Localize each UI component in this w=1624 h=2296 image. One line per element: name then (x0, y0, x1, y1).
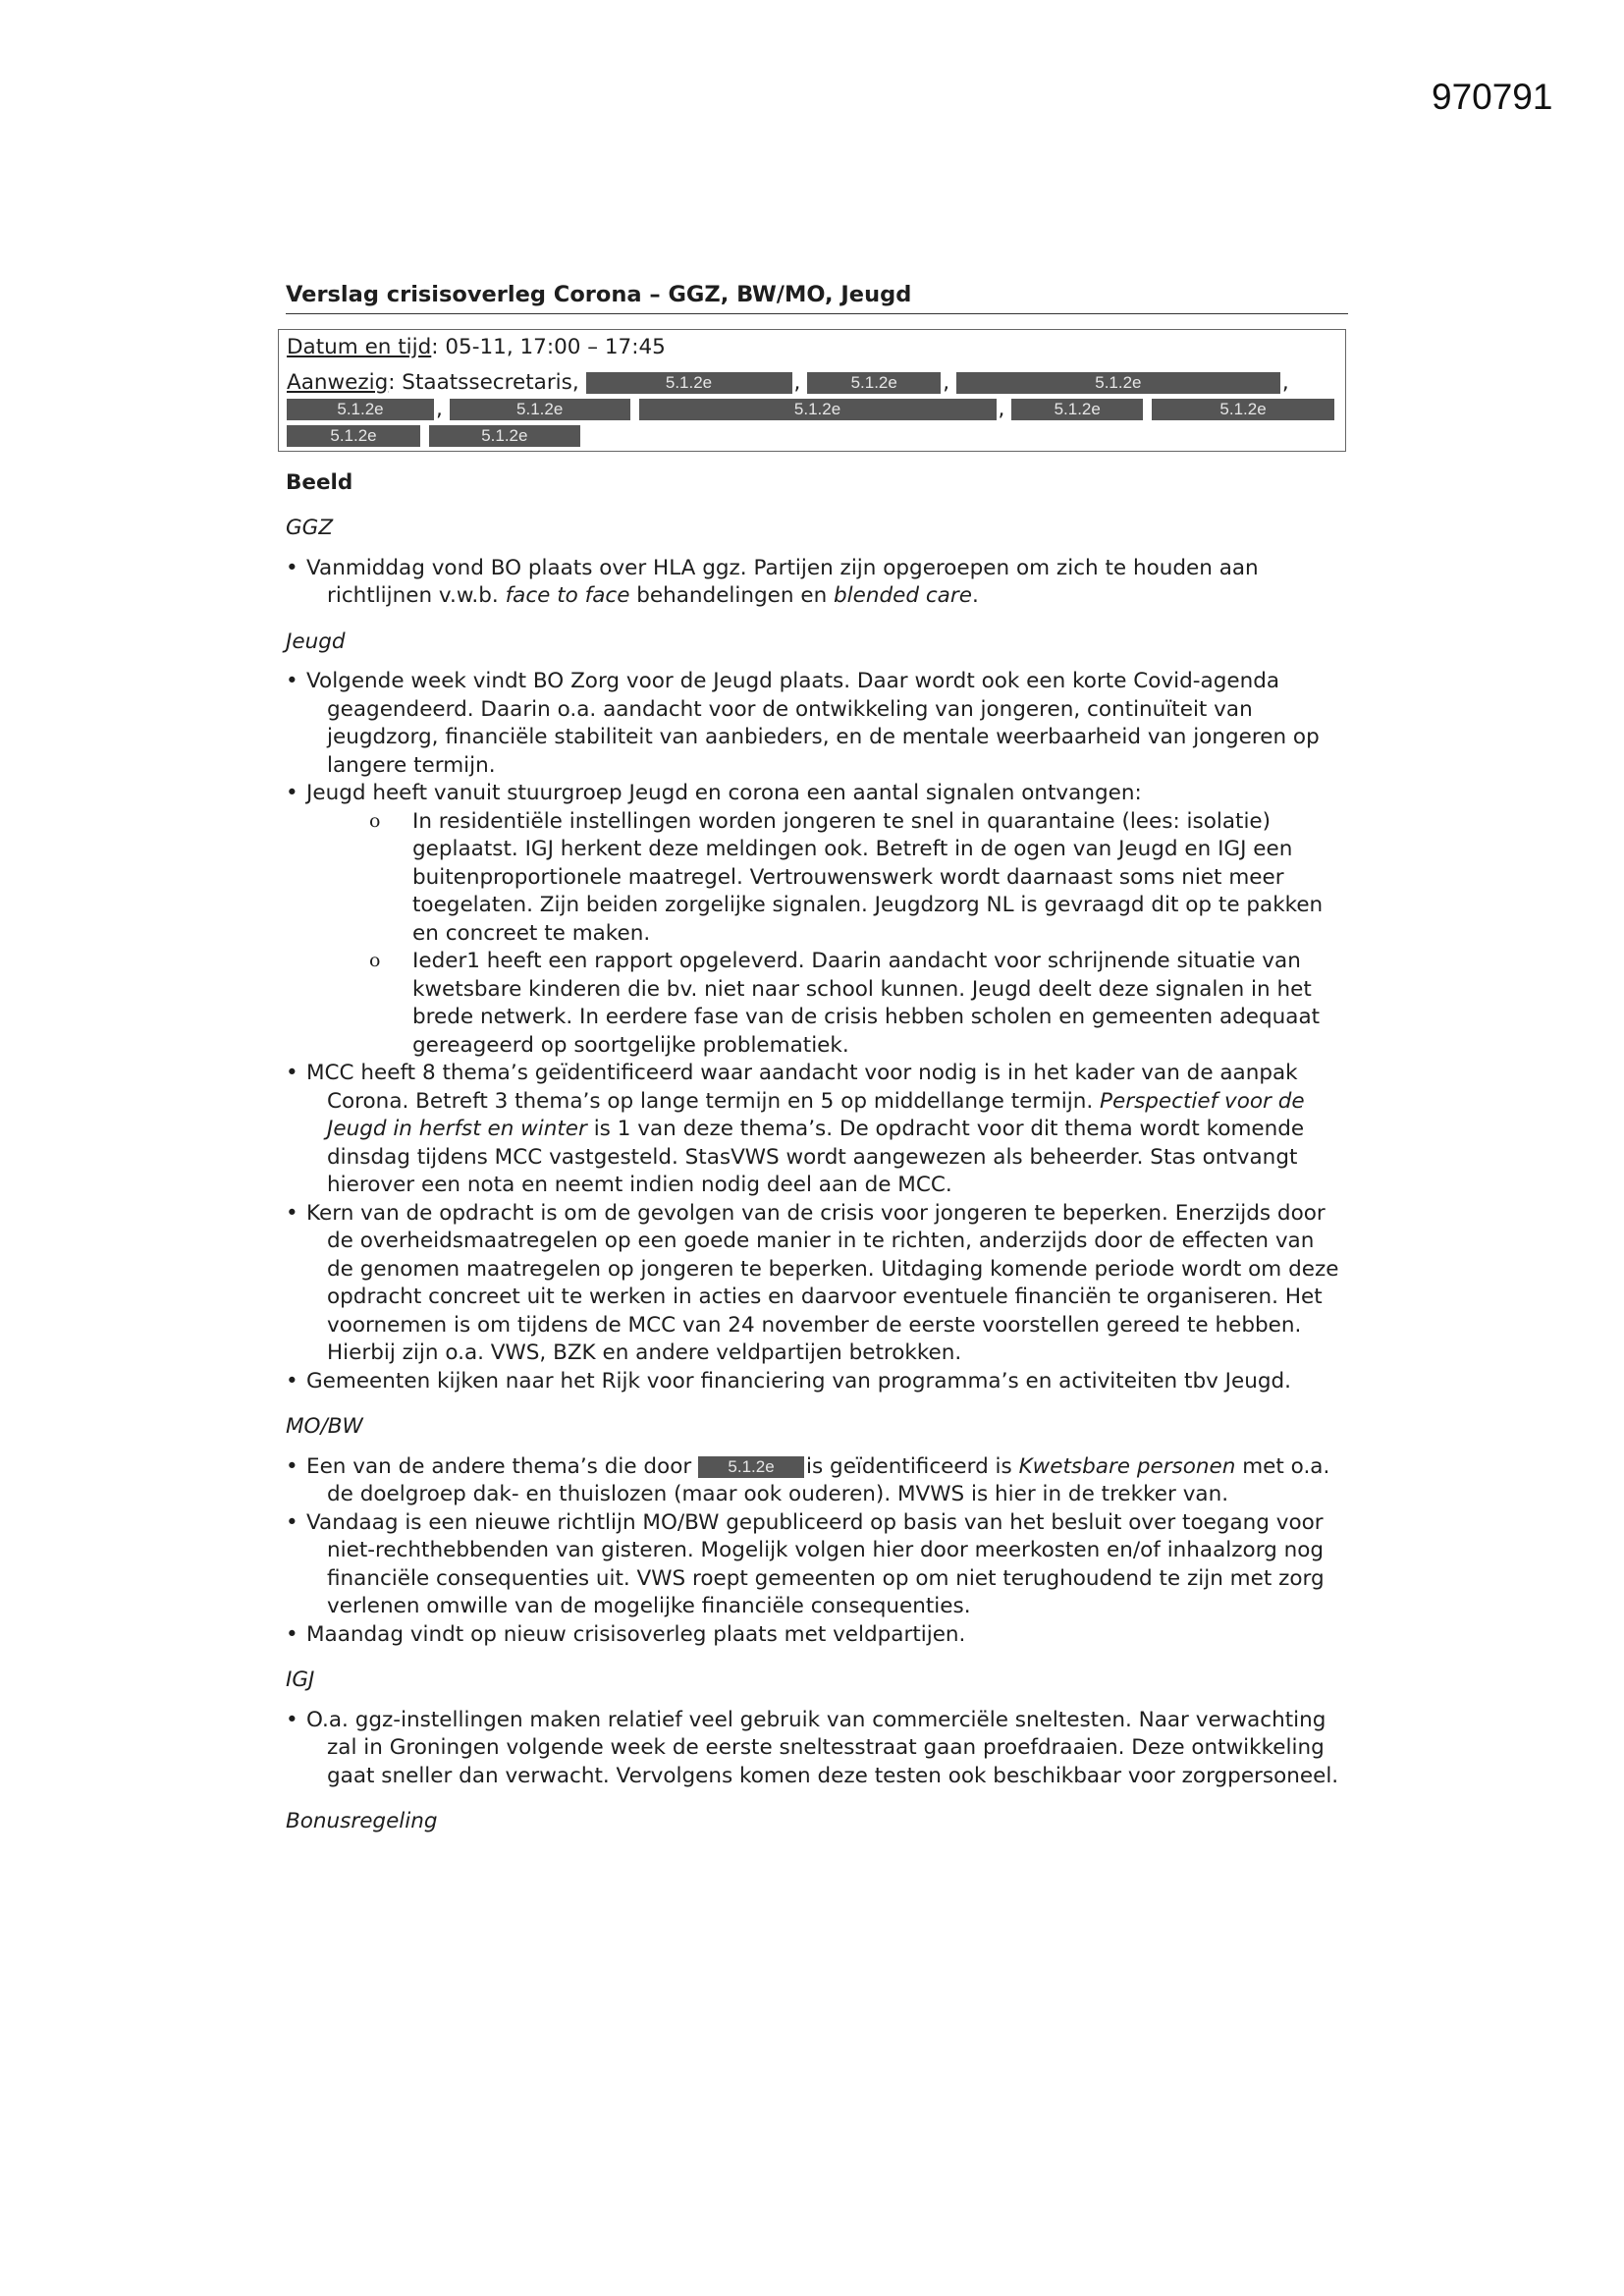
text-line: Vandaag is een nieuwe richtlijn MO/BW gepubliceerd op basis van het besluit over toegang voor (306, 1509, 1324, 1535)
redaction-box: 5.1.2e (450, 399, 630, 420)
separator: , (943, 369, 950, 395)
list-item (286, 1060, 1356, 1200)
redaction-box: 5.1.2e (287, 399, 434, 420)
date-row (287, 334, 1337, 361)
list-item (286, 1621, 1356, 1650)
sub-list (369, 808, 1356, 1061)
section-heading-beeld: Beeld (286, 469, 353, 495)
list-item (286, 668, 1356, 780)
text-line: kwetsbare kinderen die bv. niet naar school kunnen. Jeugd deelt deze signalen in het (412, 976, 1312, 1002)
jeugd-list (286, 668, 1356, 1395)
document-number: 970791 (1432, 77, 1553, 117)
text-line: o Ieder1 heeft een rapport opgeleverd. Daarin aandacht voor schrijnende situatie van (412, 949, 1301, 973)
text-line: de doelgroep dak- en thuislozen (maar ook ouderen). MVWS is hier in de trekker van. (327, 1482, 1229, 1506)
section-heading-ggz: GGZ (286, 516, 334, 540)
ggz-list (286, 555, 1356, 611)
attendees-label: Aanwezig (287, 369, 389, 395)
text-line: Maandag vindt op nieuw crisisoverleg plaats met veldpartijen. (306, 1621, 966, 1647)
text-line: jeugdzorg, financiële stabiliteit van aanbieders, en de mentale weerbaarheid van jongeren op (327, 725, 1320, 749)
text-line: gereageerd op soortgelijke problematiek. (412, 1032, 849, 1058)
text-line: financiële consequenties uit. VWS roept gemeenten op om niet terughoudend te zijn met zorg (327, 1565, 1325, 1591)
text-span: richtlijnen v.w.b. (327, 583, 506, 608)
redaction-box: 5.1.2e (1152, 399, 1334, 420)
text-line: de overheidsmaatregelen op een goede manier in te richten, anderzijds door de effecten van (327, 1229, 1315, 1253)
text-span: Perspectief voor de (1100, 1088, 1305, 1114)
attendees (287, 369, 1337, 449)
meta-box (278, 329, 1346, 452)
redaction-box: 5.1.2e (639, 399, 997, 420)
list-item (286, 1453, 1356, 1509)
text-line: Volgende week vindt BO Zorg voor de Jeugd plaats. Daar wordt ook een korte Covid-agenda (306, 669, 1280, 693)
separator: , (998, 396, 1005, 421)
report (286, 281, 1356, 1836)
text-line: MCC heeft 8 thema’s geïdentificeerd waar aandacht voor nodig is in het kader van de aanpak (306, 1061, 1298, 1085)
text-line: brede netwerk. In eerdere fase van de crisis hebben scholen en gemeenten adequaat (412, 1005, 1321, 1029)
list-item (286, 555, 1356, 611)
text-span: Een van de andere thema’s die door (306, 1453, 699, 1479)
text-line: gaat sneller dan verwacht. Vervolgens komen deze testen ook beschikbaar voor zorgpersoneel. (327, 1763, 1339, 1788)
redaction-box: 5.1.2e (807, 372, 941, 394)
separator: , (436, 396, 443, 421)
redaction-box: 5.1.2e (1011, 399, 1143, 420)
sub-list-item (369, 948, 1356, 1060)
sub-list-item (369, 808, 1356, 949)
redaction-box: 5.1.2e (586, 372, 792, 394)
separator: , (793, 369, 801, 395)
list-item (286, 780, 1356, 1060)
text-line: voornemen is om tijdens de MCC van 24 november de eerste voorstellen gereed te hebben. (327, 1312, 1302, 1338)
text-line: langere termijn. (327, 752, 496, 778)
text-line: Kern van de opdracht is om de gevolgen van de crisis voor jongeren te beperken. Enerzijds door (306, 1200, 1326, 1226)
section-heading-igj: IGJ (286, 1667, 315, 1692)
text-line (306, 582, 1356, 611)
text-line: Jeugd heeft vanuit stuurgroep Jeugd en corona een aantal signalen ontvangen: (306, 781, 1142, 805)
text-span: met o.a. (1235, 1453, 1330, 1479)
redaction-box: 5.1.2e (287, 425, 420, 447)
text-span: Corona. Betreft 3 thema’s op lange termijn en 5 op middellange termijn. (327, 1088, 1101, 1114)
text-line: dinsdag tijdens MCC vastgesteld. StasVWS wordt aangewezen als beheerder. Stas ontvangt (327, 1144, 1298, 1170)
list-item (286, 1368, 1356, 1396)
separator: , (1281, 369, 1289, 395)
redaction-box: 5.1.2e (698, 1456, 804, 1478)
text-line (306, 1088, 1356, 1117)
text-line: geplaatst. IGJ herkent deze meldingen ook. Betreft in de ogen van Jeugd en IGJ een (412, 837, 1293, 861)
text-span: Jeugd in herfst en winter (327, 1117, 587, 1141)
text-span: . (971, 583, 979, 608)
igj-list (286, 1707, 1356, 1791)
report-title: Verslag crisisoverleg Corona – GGZ, BW/MO, Jeugd (286, 281, 1348, 314)
redaction-box: 5.1.2e (956, 372, 1280, 394)
list-item (286, 1707, 1356, 1791)
text-line: toegelaten. Zijn beiden zorgelijke signalen. Jeugdzorg NL is gevraagd dit op te pakken (412, 893, 1324, 917)
list-item (286, 1200, 1356, 1368)
text-span: is geïdentificeerd is (806, 1453, 1019, 1479)
text-span: Kwetsbare personen (1018, 1453, 1236, 1479)
date-value: : 05-11, 17:00 – 17:45 (431, 334, 666, 359)
text-line: O.a. ggz-instellingen maken relatief veel gebruik van commerciële sneltesten. Naar verwachting (306, 1707, 1326, 1732)
text-line: en concreet te maken. (412, 920, 651, 946)
text-line: verlenen omwille van de mogelijke financiële consequenties. (327, 1594, 971, 1618)
text-span: blended care (834, 583, 972, 608)
date-label: Datum en tijd (287, 334, 432, 359)
attendees-first: : Staatssecretaris, (388, 369, 579, 395)
text-span: is 1 van deze thema’s. De opdracht voor dit thema wordt komende (586, 1117, 1305, 1141)
text-line: geagendeerd. Daarin o.a. aandacht voor de ontwikkeling van jongeren, continuïteit van (327, 696, 1253, 722)
text-line: Gemeenten kijken naar het Rijk voor financiering van programma’s en activiteiten tbv Jeugd. (306, 1368, 1291, 1394)
list-item (286, 1509, 1356, 1621)
text-line: buitenproportionele maatregel. Vertrouwenswerk wordt daarnaast soms niet meer (412, 864, 1284, 890)
mobw-list (286, 1453, 1356, 1650)
text-line: o In residentiële instellingen worden jongeren te snel in quarantaine (lees: isolatie) (412, 808, 1272, 834)
text-line: niet-rechthebbenden van gisteren. Mogelijk volgen hier door meerkosten en/of inhaalzorg nog (327, 1538, 1325, 1562)
text-line: Vanmiddag vond BO plaats over HLA ggz. Partijen zijn opgeroepen om zich te houden aan (306, 555, 1259, 580)
text-line: Hierbij zijn o.a. VWS, BZK en andere veldpartijen betrokken. (327, 1340, 962, 1365)
section-heading-bonusregeling: Bonusregeling (286, 1809, 438, 1833)
text-span: behandelingen en (629, 583, 835, 608)
text-span: face to face (505, 583, 630, 608)
text-line: de genomen maatregelen op jongeren te beperken. Uitdaging komende periode wordt om deze (327, 1256, 1339, 1282)
text-line (306, 1116, 1356, 1144)
redaction-box: 5.1.2e (429, 425, 580, 447)
text-line: zal in Groningen volgende week de eerste sneltesstraat gaan proefdraaien. Deze ontwikkeling (327, 1735, 1325, 1760)
text-line: hierover een nota en neemt indien nodig deel aan de MCC. (327, 1173, 952, 1197)
section-heading-jeugd: Jeugd (286, 629, 346, 654)
text-line: opdracht concreet uit te werken in acties en daarvoor eventuele financiën te organiseren. Het (327, 1285, 1323, 1309)
section-heading-mobw: MO/BW (286, 1414, 363, 1439)
